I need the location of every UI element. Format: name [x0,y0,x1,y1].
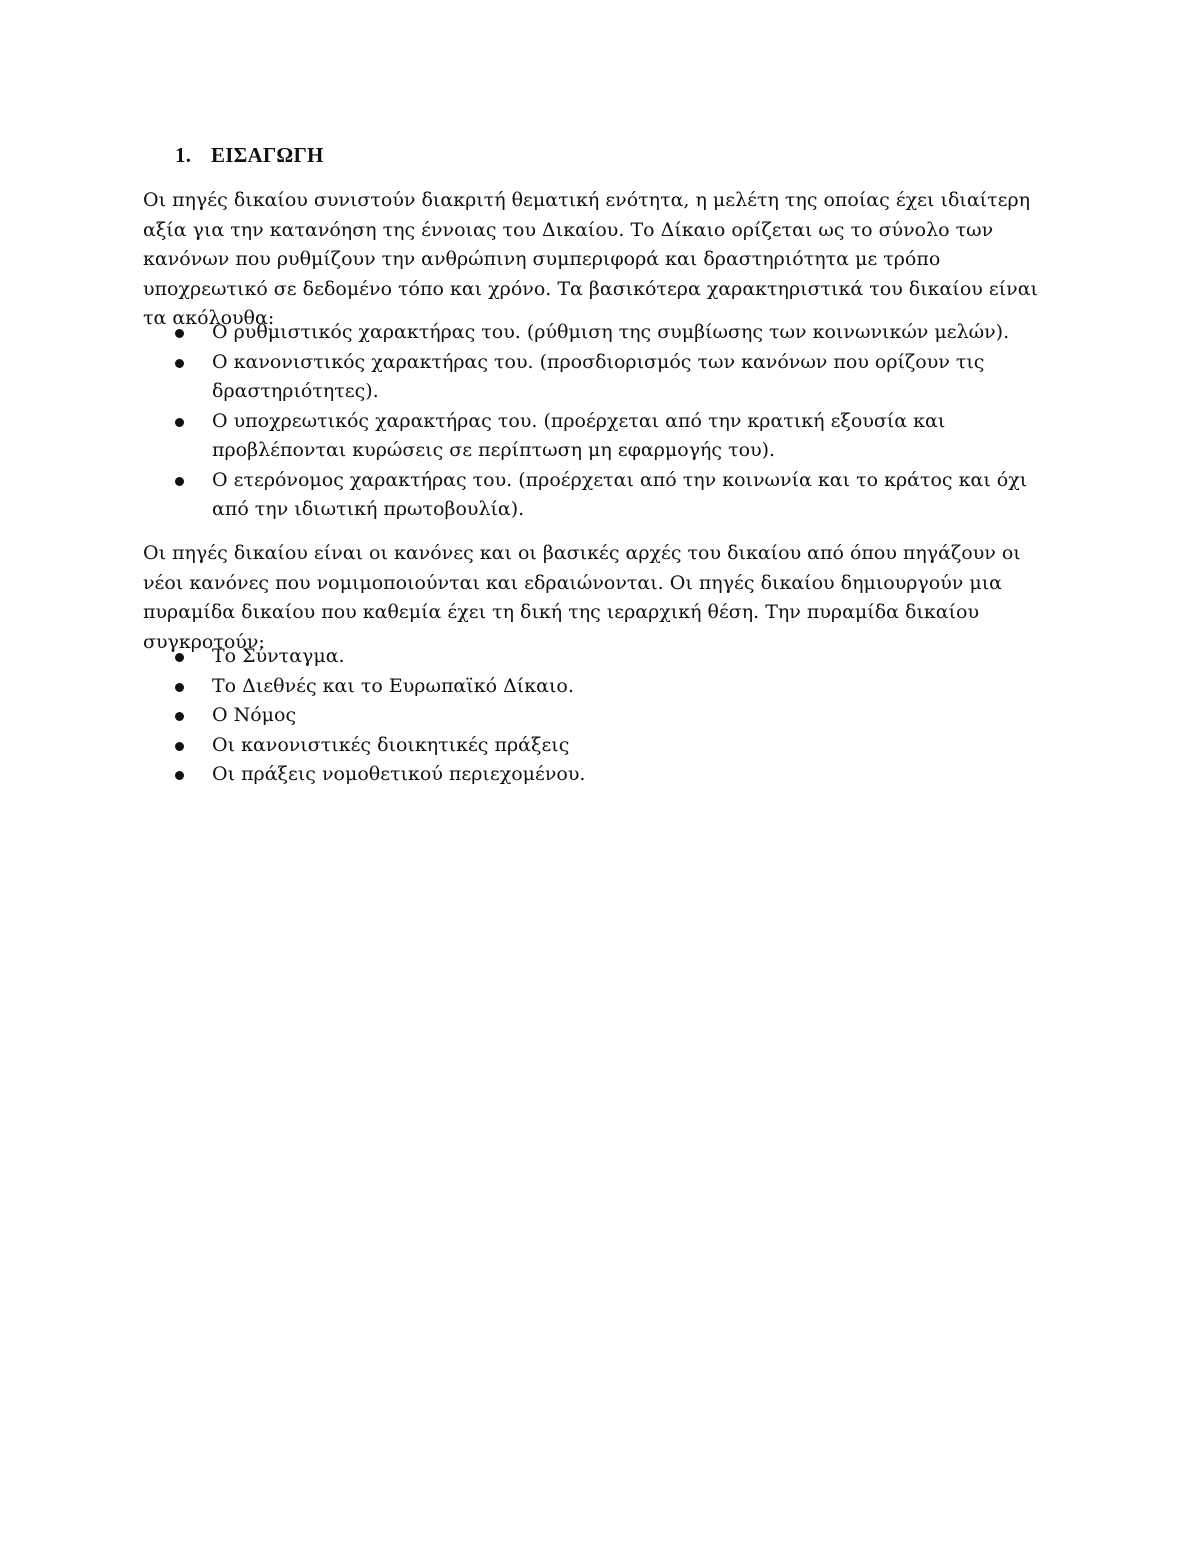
bullet-icon [175,418,184,427]
bullet-icon [175,359,184,368]
intro-paragraph: Οι πηγές δικαίου συνιστούν διακριτή θεματική ενότητα, η μελέτη της οποίας έχει ιδιαίτερη αξία για την κατανόηση της έννοιας του Δικαίου. Το Δίκαιο ορίζεται ως το σύνολο των κανόνων που ρυθμίζουν την ανθρώπινη συμπεριφορά και δραστηριότητα με τρόπο υποχρεωτικό σε δεδομένο τόπο και χρόνο. Τα βασικότερα χαρακτηριστικά του δικαίου είναι τα ακόλουθα: [143,189,1038,329]
pyramid-list [0,642,1200,790]
bullet-icon [175,653,184,662]
bullet-icon [175,742,184,751]
list-item [0,642,1057,672]
list-item [0,731,1057,761]
list-item-text: Ο κανονιστικός χαρακτήρας του. (προσδιορισμός των κανόνων που ορίζουν τις δραστηριότητες). [212,350,985,402]
section-title: ΕΙΣΑΓΩΓΗ [211,143,324,167]
bullet-icon [175,683,184,692]
list-item [0,760,1057,790]
list-item-text: Οι πράξεις νομοθετικού περιεχομένου. [212,763,586,785]
list-item-text: Οι κανονιστικές διοικητικές πράξεις [212,733,570,756]
section-heading [175,143,324,168]
list-item-text: Ο Νόμος [212,704,297,726]
characteristics-list [0,318,1200,525]
list-item [0,318,1057,348]
list-item [0,407,1057,466]
bullet-icon [175,477,184,486]
list-item-text: Ο ετερόνομος χαρακτήρας του. (προέρχεται από την κοινωνία και το κράτος και όχι από την ιδιωτική πρωτοβουλία). [212,468,1028,520]
sources-paragraph: Οι πηγές δικαίου είναι οι κανόνες και οι βασικές αρχές του δικαίου από όπου πηγάζουν οι νέοι κανόνες που νομιμοποιούνται και εδραιώνονται. Οι πηγές δικαίου δημιουργούν μια πυραμίδα δικαίου που καθεμία έχει τη δική της ιεραρχική θέση. Την πυραμίδα δικαίου συγκροτούν: [143,542,1021,653]
list-item-text: Το Διεθνές και το Ευρωπαϊκό Δίκαιο. [212,674,574,697]
list-item [0,466,1057,525]
bullet-icon [175,329,184,338]
list-item-text: Το Σύνταγμα. [212,645,345,667]
bullet-icon [175,712,184,721]
list-item [0,672,1057,702]
list-item-text: Ο υποχρεωτικός χαρακτήρας του. (προέρχεται από την κρατική εξουσία και προβλέπονται κυρώσεις σε περίπτωση μη εφαρμογής του). [212,409,946,461]
list-item [0,348,1057,407]
bullet-icon [175,771,184,780]
list-item [0,701,1057,731]
list-item-text: Ο ρυθμιστικός χαρακτήρας του. (ρύθμιση της συμβίωσης των κοινωνικών μελών). [212,321,1010,343]
section-number: 1. [175,143,192,167]
